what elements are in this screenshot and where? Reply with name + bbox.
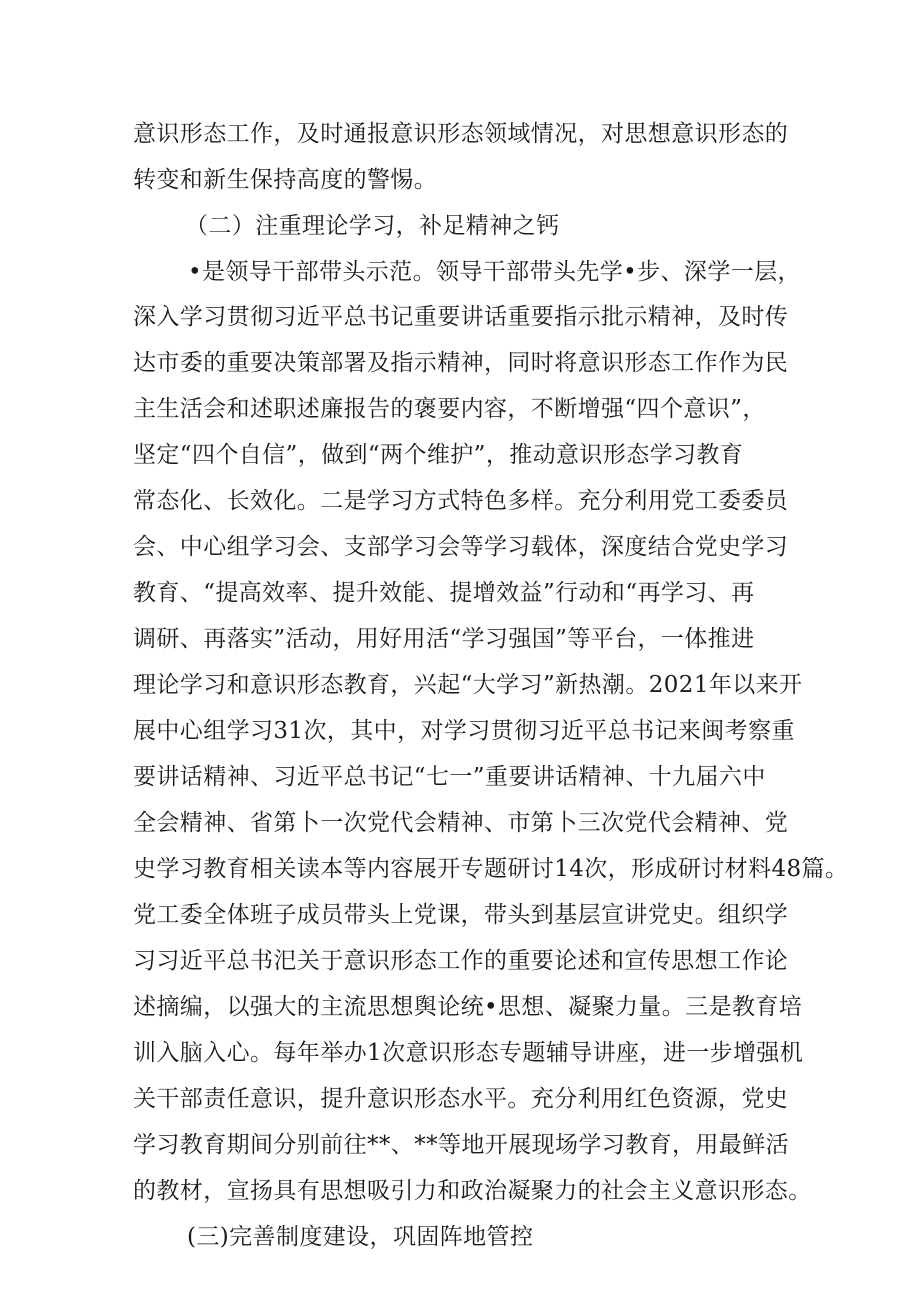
body-line: 坚定“四个自信”，做到“两个维护”，推动意识形态学习教育 (133, 442, 744, 468)
body-line: 述摘编，以强大的主流思想舆论统•思想、凝聚力量。三是教育培 (133, 994, 803, 1020)
body-line: 调研、再落实”活动，用好用活“学习强国”等平台，一体推进 (133, 626, 755, 652)
body-line: 训入脑入心。每年举办1次意识形态专题辅导讲座，进一步增强机 (133, 1040, 804, 1066)
body-line: 转变和新生保持高度的警惕。 (133, 167, 438, 193)
body-line: 学习教育期间分别前往**、**等地开展现场学习教育，用最鲜活 (133, 1132, 789, 1158)
body-line: 展中心组学习31次，其中，对学习贯彻习近平总书记来闽考察重 (133, 718, 795, 744)
body-line: 理论学习和意识形态教育，兴起“大学习”新热潮。2021年以来开 (133, 672, 803, 698)
body-line: 达市委的重要决策部署及指示精神，同时将意识形态工作作为民 (133, 350, 789, 376)
body-line: 关干部责任意识，提升意识形态水平。充分利用红色资源，党史 (133, 1086, 789, 1112)
body-line: 党工委全体班子成员带头上党课，带头到基层宣讲党史。组织学 (133, 902, 789, 928)
body-line: 深入学习贯彻习近平总书记重要讲话重要指示批示精神，及时传 (133, 304, 789, 330)
body-line: 要讲话精神、习近平总书记“七一”重要讲话精神、十九届六中 (133, 764, 766, 790)
body-line: 会、中心组学习会、支部学习会等学习载体，深度结合党史学习 (133, 534, 789, 560)
body-line: 全会精神、省第卜一次党代会精神、市第卜三次党代会精神、党 (133, 810, 789, 836)
body-line: 意识形态工作，及时通报意识形态领域情况，对思想意识形态的 (133, 121, 789, 147)
body-line: 常态化、长效化。二是学习方式特色多样。充分利用党工委委员 (133, 488, 789, 514)
section-heading-2: （二）注重理论学习，补足精神之钙 (185, 213, 560, 239)
section-heading-3: (三)完善制度建设，巩固阵地管控 (187, 1224, 534, 1250)
body-line: 主生活会和述职述廉报告的褒要内容，不断增强“四个意识”， (133, 396, 766, 422)
body-line: 史学习教育相关读本等内容展开专题研讨14次，形成研讨材料48篇。 (133, 856, 849, 882)
body-line: 的教材，宣扬具有思想吸引力和政治凝聚力的社会主义意识形态。 (133, 1178, 812, 1204)
body-line: 教育、“提高效率、提升效能、提增效益”行动和“再学习、再 (133, 580, 755, 606)
paragraph-first-line: •是领导干部带头示范。领导干部带头先学•步、深学一层， (188, 259, 801, 285)
body-line: 习习近平总书汜关于意识形态工作的重要论述和宣传思想工作论 (133, 948, 789, 974)
